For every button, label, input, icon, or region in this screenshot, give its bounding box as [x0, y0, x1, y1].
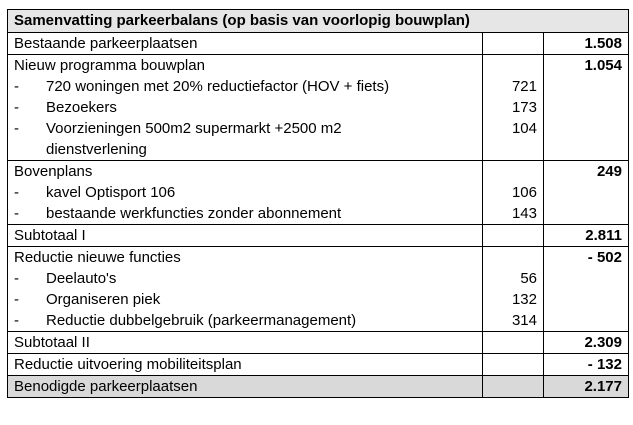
bullet-dash: - [14, 205, 19, 222]
total-value: 249 [596, 163, 622, 180]
total-value: 2.177 [584, 378, 622, 395]
total-value: - 502 [587, 249, 622, 266]
list-item [14, 268, 476, 289]
item-text: Voorzieningen 500m2 supermarkt +2500 m2 [46, 120, 342, 137]
row-subtotaal-1 [8, 225, 629, 247]
item-value: 721 [511, 78, 537, 95]
item-value: 314 [511, 312, 537, 329]
row-label [8, 225, 483, 247]
empty-cell [483, 376, 544, 398]
total-value: 1.508 [584, 35, 622, 52]
label-text: Bestaande parkeerplaatsen [14, 35, 198, 52]
list-item [14, 310, 476, 331]
bullet-dash: - [14, 78, 19, 95]
row-label [8, 332, 483, 354]
row-label [8, 33, 483, 55]
label-text: Reductie uitvoering mobiliteitsplan [14, 356, 242, 373]
row-total [544, 332, 629, 354]
table-header-row [8, 10, 629, 33]
item-text: Deelauto's [46, 270, 117, 287]
list-item [14, 118, 476, 139]
item-text: bestaande werkfuncties zonder abonnement [46, 205, 342, 222]
item-text: kavel Optisport 106 [46, 184, 176, 201]
group-cell [8, 161, 483, 225]
label-text: Benodigde parkeerplaatsen [14, 378, 198, 395]
item-values-cell [483, 55, 544, 161]
table-title: Samenvatting parkeerbalans (op basis van voorlopig bouwplan) [8, 10, 629, 33]
row-bovenplans [8, 161, 629, 225]
empty-cell [483, 354, 544, 376]
bullet-dash: - [14, 120, 19, 137]
item-text-continued: dienstverlening [46, 141, 147, 158]
row-label [8, 376, 483, 398]
list-item-continuation [14, 139, 476, 160]
total-value: 1.054 [584, 57, 622, 74]
label-text: Subtotaal I [14, 227, 86, 244]
group-label: Reductie nieuwe functies [14, 249, 181, 266]
bullet-dash: - [14, 270, 19, 287]
item-value: 106 [511, 184, 537, 201]
item-text: 720 woningen met 20% reductiefactor (HOV + fiets) [46, 78, 390, 95]
row-reductie-nieuwe-functies [8, 247, 629, 332]
bullet-dash: - [14, 184, 19, 201]
group-total-cell [544, 247, 629, 332]
item-value: 56 [520, 270, 537, 287]
item-value: 173 [511, 99, 537, 116]
item-value: 104 [511, 120, 537, 137]
empty-cell [483, 33, 544, 55]
row-subtotaal-2 [8, 332, 629, 354]
group-label: Bovenplans [14, 163, 93, 180]
list-item [14, 97, 476, 118]
item-value: 132 [511, 291, 537, 308]
row-reductie-mobiliteitsplan [8, 354, 629, 376]
item-value: 143 [511, 205, 537, 222]
label-text: Subtotaal II [14, 334, 90, 351]
parking-balance-table [7, 9, 629, 398]
item-values-cell [483, 161, 544, 225]
list-item [14, 76, 476, 97]
empty-cell [483, 332, 544, 354]
list-item [14, 182, 476, 203]
row-total [544, 225, 629, 247]
group-total-cell [544, 55, 629, 161]
row-nieuw-programma [8, 55, 629, 161]
group-label: Nieuw programma bouwplan [14, 57, 205, 74]
item-text: Organiseren piek [46, 291, 161, 308]
row-total [544, 33, 629, 55]
item-values-cell [483, 247, 544, 332]
group-cell [8, 247, 483, 332]
row-benodigde-parkeerplaatsen [8, 376, 629, 398]
item-text: Bezoekers [46, 99, 117, 116]
row-label [8, 354, 483, 376]
total-value: - 132 [587, 356, 622, 373]
empty-cell [483, 225, 544, 247]
item-text: Reductie dubbelgebruik (parkeermanagement) [46, 312, 357, 329]
bullet-dash: - [14, 312, 19, 329]
list-item [14, 203, 476, 224]
list-item [14, 289, 476, 310]
bullet-dash: - [14, 291, 19, 308]
row-total [544, 376, 629, 398]
group-total-cell [544, 161, 629, 225]
total-value: 2.811 [585, 227, 622, 244]
total-value: 2.309 [584, 334, 622, 351]
row-total [544, 354, 629, 376]
bullet-dash: - [14, 99, 19, 116]
row-bestaande [8, 33, 629, 55]
group-cell [8, 55, 483, 161]
